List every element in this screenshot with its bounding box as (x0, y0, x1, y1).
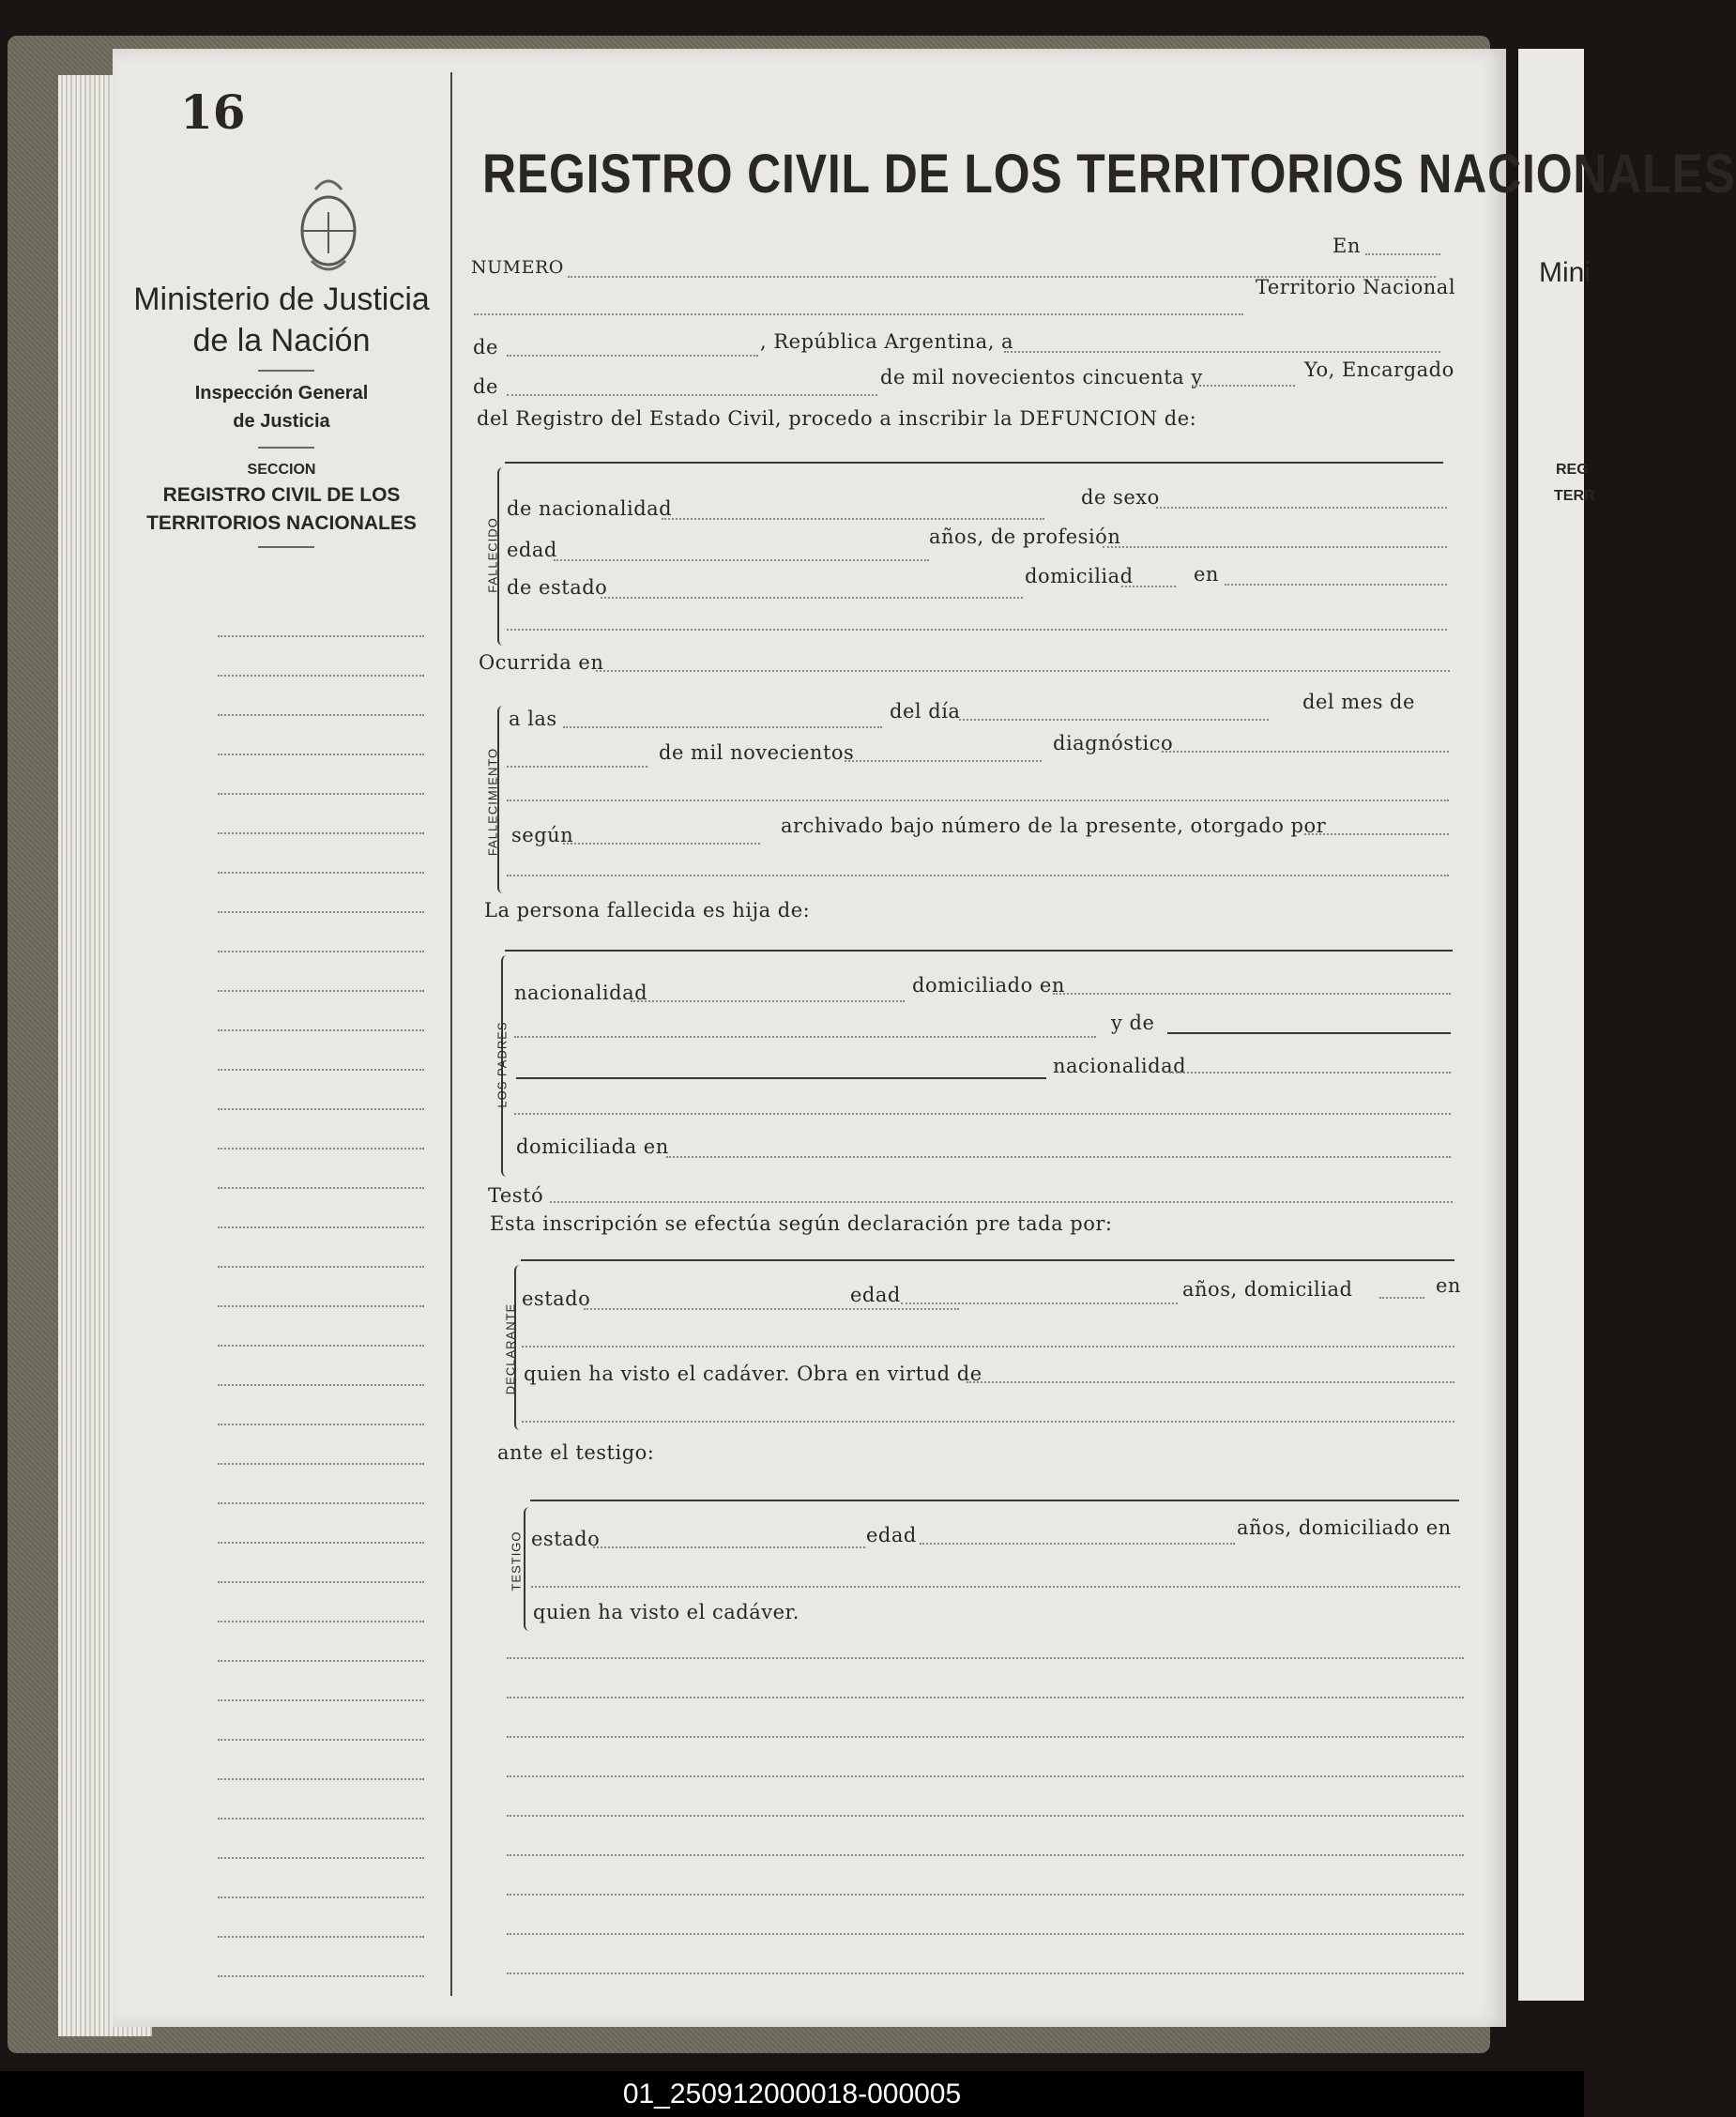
virtud-field[interactable] (967, 1381, 1454, 1383)
sexo-field[interactable] (1156, 507, 1447, 509)
edad-label: edad (507, 539, 557, 561)
edad-declarante-label: edad (850, 1284, 901, 1306)
ruled-line (218, 911, 424, 913)
domiciliad-declarante-label: años, domiciliad (1182, 1278, 1353, 1301)
ruled-line[interactable] (507, 1972, 1464, 1974)
testigo-side-label: TESTIGO (509, 1531, 524, 1592)
edad-declarante-field[interactable] (901, 1302, 1178, 1304)
domicilio-padre-field[interactable] (1053, 993, 1451, 995)
quien-ha-visto-label: quien ha visto el cadáver. Obra en virtud de (524, 1363, 982, 1385)
del-mes-label: del mes de (1302, 691, 1415, 713)
ante-testigo-label: ante el testigo: (497, 1441, 655, 1464)
declarante-side-label: DECLARANTE (503, 1302, 518, 1395)
estado-declarante-label: estado (522, 1287, 591, 1310)
ruled-line (218, 1226, 424, 1228)
ruled-line (218, 1266, 424, 1268)
de-field[interactable] (507, 355, 758, 357)
ano-field[interactable] (1192, 385, 1295, 387)
dia-field[interactable] (959, 719, 1269, 721)
estado-field[interactable] (601, 597, 1023, 599)
fallecimiento-side-label: FALLECIMIENTO (485, 747, 500, 857)
ruled-line (218, 1896, 424, 1898)
testigo-bracket (524, 1507, 533, 1631)
ruled-line (218, 1069, 424, 1071)
nacionalidad-label: de nacionalidad (507, 497, 673, 520)
declarante-nombre-line[interactable] (521, 1259, 1454, 1261)
y-de-label: y de (1111, 1012, 1155, 1034)
ruled-line (218, 793, 424, 795)
segun-field[interactable] (563, 843, 760, 845)
next-page-fragment: REG (1556, 462, 1589, 478)
segun-label: según (511, 824, 574, 846)
ruled-line (218, 1857, 424, 1859)
nacionalidad-madre-label: nacionalidad (1053, 1055, 1187, 1077)
ruled-line (218, 1463, 424, 1465)
domicilio-padre-field[interactable] (514, 1036, 1096, 1038)
section-line: REGISTRO CIVIL DE LOS (162, 484, 401, 506)
ruled-line (218, 990, 424, 992)
domiciliad-declarante-field[interactable] (1379, 1297, 1424, 1299)
domicilio-declarante-field[interactable] (522, 1346, 1454, 1348)
domiciliado-padre-label: domiciliado en (912, 974, 1065, 997)
ruled-line (218, 1542, 424, 1544)
ruled-line (218, 1502, 424, 1504)
mes-field[interactable] (507, 766, 647, 768)
nacionalidad-padre-field[interactable] (631, 1000, 905, 1002)
virtud-field[interactable] (522, 1421, 1454, 1423)
ocurrida-field[interactable] (596, 670, 1450, 672)
otorgado-field[interactable] (507, 875, 1449, 876)
madre-nombre-line[interactable] (516, 1077, 1046, 1079)
image-id-caption: 01_250912000018-000005 (0, 2071, 1584, 2117)
estado-label: de estado (507, 576, 608, 599)
a-las-label: a las (509, 708, 557, 730)
next-page (1518, 49, 1595, 2001)
ruled-line (218, 1148, 424, 1150)
testo-label: Testó (488, 1184, 544, 1207)
ruled-line (218, 1108, 424, 1110)
de-label: de (473, 375, 498, 398)
ruled-line (218, 1621, 424, 1622)
ministry-line: Ministerio de Justicia (133, 282, 430, 317)
declaracion-label: Esta inscripción se efectúa según declaración pre tada por: (490, 1212, 1113, 1235)
domiciliad-field[interactable] (1121, 586, 1176, 587)
ruled-line[interactable] (507, 1775, 1464, 1777)
ruled-line (218, 1975, 424, 1977)
diagnostico-field[interactable] (1162, 751, 1449, 753)
profesion-label: años, de profesión (929, 525, 1121, 548)
nacionalidad-field[interactable] (662, 518, 1044, 520)
ruled-line (218, 1739, 424, 1741)
form-page (113, 49, 1736, 2027)
nombre-fallecido-line[interactable] (505, 462, 1443, 464)
profesion-field[interactable] (1103, 546, 1447, 548)
mil-novecientos-label: de mil novecientos (659, 741, 855, 764)
nacionalidad-madre-field[interactable] (1169, 1072, 1451, 1074)
domicilio-madre-field[interactable] (666, 1156, 1451, 1158)
archivado-label: archivado bajo número de la presente, otorgado por (781, 815, 1327, 837)
madre-nombre-line[interactable] (1167, 1032, 1451, 1034)
domiciliad-label: domiciliad (1025, 565, 1134, 587)
domiciliado-testigo-label: años, domiciliado en (1237, 1516, 1452, 1539)
divider (258, 370, 314, 372)
de-field[interactable] (507, 394, 877, 396)
hija-de-label: La persona fallecida es hija de: (484, 899, 811, 921)
yo-encargado-label: Yo, Encargado (1304, 358, 1454, 381)
estado-declarante-field[interactable] (584, 1308, 959, 1310)
ruled-line (218, 1778, 424, 1780)
edad-field[interactable] (554, 559, 929, 561)
page-number: 16 (180, 84, 246, 140)
next-page-fragment: TERR (1554, 488, 1595, 504)
ruled-line (218, 754, 424, 755)
domicilio-field[interactable] (507, 629, 1447, 631)
en-field[interactable] (1365, 253, 1440, 255)
estado-testigo-field[interactable] (593, 1546, 865, 1548)
ruled-line (218, 1345, 424, 1347)
divider (258, 546, 314, 548)
ruled-line (218, 1660, 424, 1662)
divider (258, 447, 314, 449)
otorgado-field[interactable] (1304, 833, 1449, 835)
estado-testigo-label: estado (531, 1528, 601, 1550)
ocurrida-label: Ocurrida en (479, 651, 604, 674)
inspection-line: Inspección General (194, 383, 369, 404)
padre-nombre-line[interactable] (505, 950, 1453, 952)
ruled-line (218, 1424, 424, 1425)
ruled-line (218, 1384, 424, 1386)
testo-field[interactable] (550, 1201, 1453, 1203)
numero-label: NUMERO (471, 257, 564, 278)
ruled-line (218, 675, 424, 677)
diagnostico-label: diagnóstico (1053, 732, 1174, 754)
fallecido-side-label: FALLECIDO (485, 517, 500, 593)
section-label: SECCION (247, 462, 316, 478)
ruled-line (218, 1936, 424, 1938)
ruled-line (218, 1029, 424, 1031)
sexo-label: de sexo (1081, 486, 1160, 509)
quien-ha-visto-testigo-label: quien ha visto el cadáver. (533, 1601, 799, 1623)
ruled-line (218, 635, 424, 637)
ruled-line[interactable] (507, 1736, 1464, 1738)
edad-testigo-field[interactable] (920, 1543, 1235, 1545)
ministry-line: de la Nación (192, 323, 371, 358)
ruled-line (218, 1818, 424, 1820)
fecha-field[interactable] (1004, 351, 1440, 353)
en-label: En (1332, 235, 1361, 257)
form-title: REGISTRO CIVIL DE LOS TERRITORIOS NACIONALES (482, 144, 1736, 205)
ano-fallecimiento-field[interactable] (845, 760, 1042, 762)
nacionalidad-padre-label: nacionalidad (514, 982, 648, 1004)
domicilio-testigo-field[interactable] (531, 1586, 1460, 1588)
ruled-line (218, 872, 424, 874)
nacionalidad-madre-field[interactable] (514, 1113, 1451, 1115)
ruled-line (218, 1699, 424, 1701)
diagnostico-field[interactable] (507, 800, 1449, 801)
ruled-line[interactable] (507, 1894, 1464, 1896)
ruled-line (218, 1305, 424, 1307)
ruled-line (218, 951, 424, 952)
ruled-line[interactable] (507, 1854, 1464, 1856)
de-label: de (473, 336, 498, 358)
hora-field[interactable] (563, 726, 882, 728)
territorio-label: Territorio Nacional (1256, 276, 1456, 298)
next-page-fragment: Mini (1539, 257, 1591, 288)
edad-testigo-label: edad (866, 1524, 917, 1546)
domiciliada-label: domiciliada en (516, 1135, 669, 1158)
section-line: TERRITORIOS NACIONALES (146, 512, 417, 534)
padres-side-label: LOS PADRES (495, 1021, 510, 1108)
ruled-line[interactable] (507, 1815, 1464, 1817)
margin-rule (450, 72, 452, 1996)
del-dia-label: del día (890, 700, 961, 723)
inspection-line: de Justicia (233, 411, 330, 432)
ruled-line (218, 1581, 424, 1583)
territorio-field[interactable] (474, 313, 1243, 315)
ruled-line (218, 714, 424, 716)
testigo-nombre-line[interactable] (530, 1500, 1459, 1501)
republica-label: , República Argentina, a (760, 330, 1014, 353)
ruled-line (218, 832, 424, 834)
ruled-line (218, 1187, 424, 1189)
ruled-line[interactable] (507, 1697, 1464, 1698)
en-declarante-label: en (1436, 1274, 1461, 1297)
ruled-line[interactable] (507, 1657, 1464, 1659)
ruled-line[interactable] (507, 1933, 1464, 1935)
registro-line: del Registro del Estado Civil, procedo a inscribir la DEFUNCION de: (477, 407, 1197, 430)
en-label: en (1194, 563, 1219, 586)
domicilio-field[interactable] (1225, 584, 1447, 586)
mil-cincuenta-label: de mil novecientos cincuenta y (880, 366, 1203, 388)
